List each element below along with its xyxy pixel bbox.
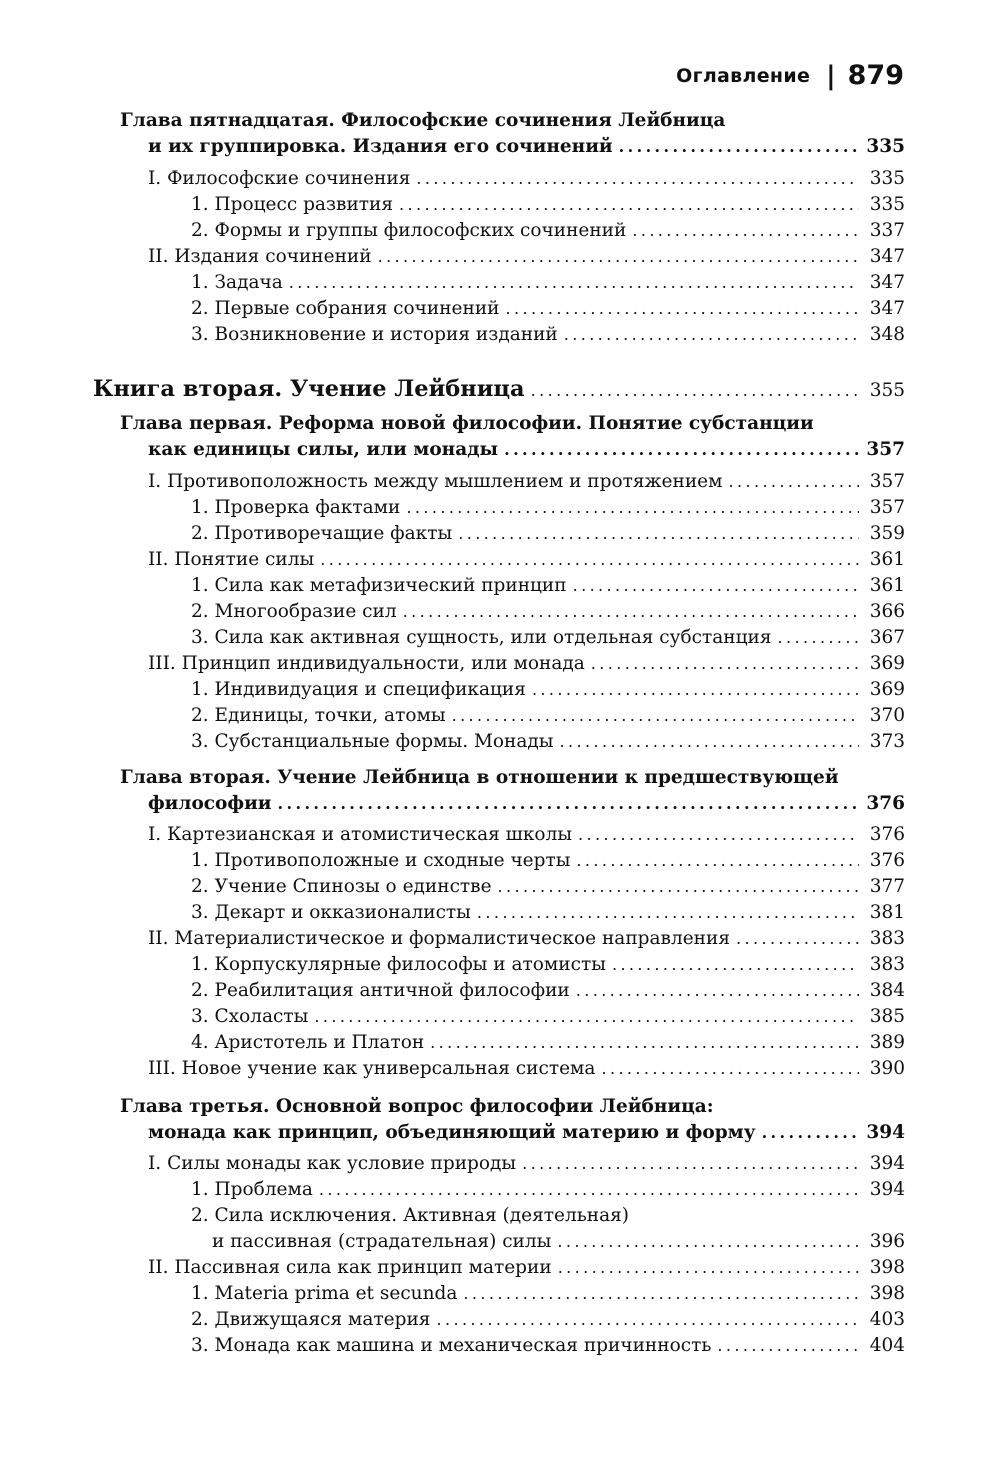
toc-entry — [0, 469, 1000, 495]
chapter-15-entry — [0, 134, 1000, 160]
toc-entry — [0, 1281, 1000, 1307]
chapter-1-entry — [0, 437, 1000, 463]
leader-dots — [504, 437, 859, 463]
toc-entry-page: 398 — [869, 1283, 905, 1304]
page-number: 879 — [847, 60, 904, 91]
toc-entry-title: 1. Индивидуация и спецификация — [191, 679, 526, 700]
toc-entry — [0, 978, 1000, 1004]
toc-entry-page: 367 — [869, 627, 905, 648]
toc-entry — [0, 1177, 1000, 1203]
toc-entry — [0, 651, 1000, 677]
toc-entry — [0, 599, 1000, 625]
toc-entry-title: II. Пассивная сила как принцип материи — [148, 1257, 552, 1278]
toc-entry-page: 347 — [869, 246, 905, 267]
toc-entry-page: 366 — [869, 601, 905, 622]
toc-entry-page: 359 — [869, 523, 905, 544]
running-header-separator: | — [826, 60, 836, 91]
leader-dots — [436, 1307, 859, 1333]
toc-entry-page: 369 — [869, 653, 905, 674]
toc-entry-title: 2. Единицы, точки, атомы — [191, 705, 446, 726]
leader-dots — [564, 322, 859, 348]
leader-dots — [477, 900, 859, 926]
toc-entry-page: 347 — [869, 272, 905, 293]
toc-entry-title: 3. Монада как машина и механическая причинность — [191, 1335, 712, 1356]
leader-dots — [558, 1255, 859, 1281]
toc-entry-page: 389 — [869, 1032, 905, 1053]
toc-entry-page: 348 — [869, 324, 905, 345]
leader-dots — [458, 521, 859, 547]
toc-entry-title: II. Издания сочинений — [148, 246, 372, 267]
toc-entry-page: 398 — [869, 1257, 905, 1278]
toc-entry — [0, 166, 1000, 192]
chapter-2-heading-line1: Глава вторая. Учение Лейбница в отношении к предшествующей — [120, 767, 839, 788]
toc-entry-title: 2. Движущаяся материя — [191, 1309, 431, 1330]
leader-dots — [573, 573, 859, 599]
toc-entry-title: 2. Противоречащие факты — [191, 523, 453, 544]
chapter-15-title: и их группировка. Издания его сочинений — [148, 136, 613, 157]
toc-entry — [0, 729, 1000, 755]
leader-dots — [403, 599, 859, 625]
leader-dots — [560, 729, 859, 755]
toc-entry-title: 1. Задача — [191, 272, 283, 293]
leader-dots — [289, 270, 859, 296]
toc-entry-title: III. Новое учение как универсальная система — [148, 1058, 596, 1079]
toc-entry-page: 396 — [869, 1231, 905, 1252]
toc-entry — [0, 822, 1000, 848]
toc-entry-title: 3. Схоласты — [191, 1006, 309, 1027]
running-header — [676, 60, 904, 91]
leader-dots — [612, 952, 859, 978]
toc-entry-title: 1. Противоположные и сходные черты — [191, 850, 571, 871]
leader-dots — [416, 166, 859, 192]
toc-entry-title: 2. Учение Спинозы о единстве — [191, 876, 492, 897]
toc-entry — [0, 703, 1000, 729]
toc-entry-page: 390 — [869, 1058, 905, 1079]
leader-dots — [729, 469, 860, 495]
toc-entry-title: 1. Materia prima et secunda — [191, 1283, 458, 1304]
toc-entry-title: 1. Процесс развития — [191, 194, 394, 215]
toc-entry-title: I. Силы монады как условие природы — [148, 1153, 517, 1174]
toc-entry — [0, 573, 1000, 599]
toc-entry-page: 383 — [869, 954, 905, 975]
toc-entry-page: 337 — [869, 220, 905, 241]
chapter-3-entry — [0, 1120, 1000, 1146]
toc-entry — [0, 218, 1000, 244]
toc-entry — [0, 521, 1000, 547]
toc-entry — [0, 547, 1000, 573]
toc-entry-page: 373 — [869, 731, 905, 752]
toc-entry — [0, 677, 1000, 703]
toc-entry-page: 357 — [869, 497, 905, 518]
leader-dots — [406, 495, 859, 521]
leader-dots — [452, 703, 859, 729]
toc-entry — [0, 296, 1000, 322]
chapter-3-page: 394 — [866, 1122, 905, 1143]
leader-dots — [576, 848, 859, 874]
toc-entry-title: I. Картезианская и атомистическая школы — [148, 824, 573, 845]
chapter-3-heading-line1: Глава третья. Основной вопрос философии Лейбница: — [120, 1096, 714, 1117]
toc-entry-title: 1. Проверка фактами — [191, 497, 401, 518]
toc-entry-page: 361 — [869, 575, 905, 596]
toc-entry — [0, 1255, 1000, 1281]
toc-entry — [0, 848, 1000, 874]
toc-entry-title: 2. Формы и группы философских сочинений — [191, 220, 627, 241]
toc-entry-page: 384 — [869, 980, 905, 1001]
toc-entry-title: 1. Проблема — [191, 1179, 313, 1200]
toc-entry-page: 376 — [869, 850, 905, 871]
toc-entry-title: 4. Аристотель и Платон — [191, 1032, 425, 1053]
toc-entry — [0, 270, 1000, 296]
toc-entry — [0, 952, 1000, 978]
toc-entry-page: 347 — [869, 298, 905, 319]
toc-entry — [0, 1030, 1000, 1056]
leader-dots — [619, 134, 859, 160]
leader-dots — [778, 625, 859, 651]
toc-entry — [0, 874, 1000, 900]
chapter-2-entry — [0, 791, 1000, 817]
running-header-title: Оглавление — [676, 64, 811, 87]
leader-dots — [314, 1004, 859, 1030]
toc-entry — [0, 926, 1000, 952]
toc-entry-page: 335 — [869, 168, 905, 189]
leader-dots — [576, 978, 859, 1004]
toc-entry-title: 3. Сила как активная сущность, или отдельная субстанция — [191, 627, 772, 648]
toc-entry-title-line1: 2. Сила исключения. Активная (деятельная) — [191, 1205, 630, 1226]
toc-entry-title: III. Принцип индивидуальности, или монада — [148, 653, 585, 674]
leader-dots — [498, 874, 859, 900]
toc-entry-title: II. Материалистическое и формалистическое направления — [148, 928, 730, 949]
toc-entry — [0, 1229, 1000, 1255]
leader-dots — [532, 677, 859, 703]
toc-entry — [0, 1307, 1000, 1333]
toc-entry — [0, 625, 1000, 651]
toc-entry-title: 2. Многообразие сил — [191, 601, 397, 622]
leader-dots — [578, 822, 859, 848]
toc-entry-page: 394 — [869, 1153, 905, 1174]
chapter-15-page: 335 — [866, 136, 905, 157]
chapter-3-title: монада как принцип, объединяющий материю и форму — [148, 1122, 756, 1143]
toc-entry — [0, 900, 1000, 926]
book-2-entry — [0, 374, 1000, 404]
toc-entry-title: I. Противоположность между мышлением и протяжением — [148, 471, 723, 492]
leader-dots — [736, 926, 859, 952]
toc-entry-page: 404 — [869, 1335, 905, 1356]
toc-entry — [0, 1151, 1000, 1177]
leader-dots — [717, 1333, 859, 1359]
toc-entry-title: 2. Реабилитация античной философии — [191, 980, 570, 1001]
leader-dots — [319, 1177, 859, 1203]
leader-dots — [591, 651, 859, 677]
toc-entry-title: 3. Декарт и окказионалисты — [191, 902, 471, 923]
leader-dots — [601, 1056, 859, 1082]
toc-entry-page: 385 — [869, 1006, 905, 1027]
toc-entry-page: 376 — [869, 824, 905, 845]
toc-entry-title: II. Понятие силы — [148, 549, 315, 570]
chapter-15-heading-line1: Глава пятнадцатая. Философские сочинения Лейбница — [120, 110, 726, 131]
chapter-1-title: как единицы силы, или монады — [148, 439, 499, 460]
toc-entry — [0, 1004, 1000, 1030]
toc-entry — [0, 322, 1000, 348]
chapter-1-page: 357 — [866, 439, 905, 460]
leader-dots — [762, 1120, 859, 1146]
chapter-1-heading-line1: Глава первая. Реформа новой философии. Понятие субстанции — [120, 413, 814, 434]
leader-dots — [399, 192, 859, 218]
toc-entry-page: 403 — [869, 1309, 905, 1330]
toc-entry — [0, 192, 1000, 218]
leader-dots — [278, 791, 859, 817]
leader-dots — [522, 1151, 859, 1177]
toc-entry-page: 335 — [869, 194, 905, 215]
toc-entry — [0, 1056, 1000, 1082]
leader-dots — [557, 1229, 859, 1255]
toc-entry-page: 383 — [869, 928, 905, 949]
toc-entry-title: 3. Субстанциальные формы. Монады — [191, 731, 554, 752]
toc-entry-title: I. Философские сочинения — [148, 168, 411, 189]
toc-entry-page: 381 — [869, 902, 905, 923]
toc-entry-title: 1. Корпускулярные философы и атомисты — [191, 954, 606, 975]
toc-entry-title: и пассивная (страдательная) силы — [212, 1231, 552, 1252]
leader-dots — [531, 376, 859, 406]
book-2-title: Книга вторая. Учение Лейбница — [93, 376, 525, 402]
toc-entry-page: 394 — [869, 1179, 905, 1200]
toc-entry-title: 2. Первые собрания сочинений — [191, 298, 500, 319]
toc-entry-title: 1. Сила как метафизический принцип — [191, 575, 567, 596]
leader-dots — [378, 244, 859, 270]
leader-dots — [320, 547, 859, 573]
leader-dots — [632, 218, 859, 244]
toc-entry-title: 3. Возникновение и история изданий — [191, 324, 558, 345]
chapter-2-page: 376 — [866, 793, 905, 814]
toc-entry-page: 361 — [869, 549, 905, 570]
toc-entry-page: 369 — [869, 679, 905, 700]
leader-dots — [505, 296, 859, 322]
toc-entry — [0, 495, 1000, 521]
chapter-2-title: философии — [148, 793, 272, 814]
book-2-page: 355 — [869, 380, 905, 401]
toc-entry — [0, 244, 1000, 270]
toc-entry — [0, 1333, 1000, 1359]
leader-dots — [463, 1281, 859, 1307]
toc-entry-page: 377 — [869, 876, 905, 897]
toc-entry-page: 370 — [869, 705, 905, 726]
toc-entry-page: 357 — [869, 471, 905, 492]
leader-dots — [430, 1030, 859, 1056]
